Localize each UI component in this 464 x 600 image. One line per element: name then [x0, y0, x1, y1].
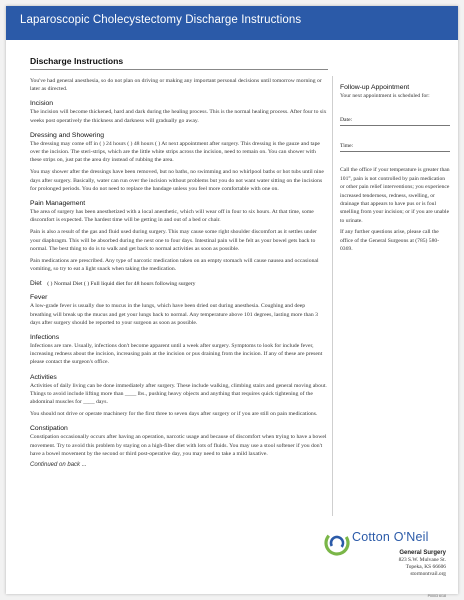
constipation-heading: Constipation [30, 425, 68, 433]
address-line-2: Topeka, KS 66606 [405, 564, 446, 570]
activities-text-2: You should not drive or operate machinery for the first three to seven days after surgery or if you are still on pain medications. [30, 411, 318, 418]
diet-line [30, 280, 328, 287]
constipation-text: Constipation occasionally occurs after having an operation, narcotic usage and because of discomfort when trying to have a bowel movement. Try to avoid this problem by staying on a high-fiber diet with lots of fluids. You may use a stool softener if you don't have a bowel movement by the second or third post-operative day, you may need to take a mild laxative. [30, 434, 327, 457]
pain-text-2: Pain is also a result of the gas and fluid used during surgery. This may cause some right shoulder discomfort as it settles under your diaphragm. This will be absorbed during the next one to four days. Intestinal pain will be felt as your bowel gets back to normal. The best thing to do is to walk and get back to normal activities as soon as possible. [30, 229, 317, 252]
address-line-1: 823 S.W. Mulvane St. [398, 557, 446, 563]
cotton-oneil-logo-icon [324, 530, 350, 556]
follow-up-sidebar [340, 84, 450, 256]
incision-heading: Incision [30, 100, 54, 108]
section-heading: Discharge Instructions [30, 56, 124, 66]
date-line [340, 125, 450, 126]
pain-text-3: Pain medications are prescribed. Any type of narcotic medication taken on an empty stomach will cause nausea and occasional vomiting, so try to eat a light snack when taking the medication. [30, 258, 319, 273]
dressing-text-2: You may shower after the dressings have been removed, but no baths, no swimming and no whirlpool baths or hot tubs until nine days after surgery. Basically, water can run over the incision without problems but you do not want water sitting on the incisions for prolonged periods. You do not need to replace the bandage unless you feel more comfortable with one on. [30, 169, 324, 192]
logo-wordmark: Cotton O'Neil [352, 530, 429, 544]
main-column [30, 56, 328, 468]
website: stormontvail.org [410, 571, 446, 577]
pain-text-1: The area of surgery has been anesthetized with a local anesthetic, which will wear off in four to six hours. At that time, some discomfort is expected. The hardest time will be getting in and out of a bed or chair. [30, 209, 314, 224]
diet-options: ( ) Normal Diet ( ) Full liquid diet for 48 hours following surgery [47, 281, 196, 288]
activities-heading: Activities [30, 373, 57, 381]
fever-heading: Fever [30, 294, 48, 302]
questions-text: If any further questions arise, please call the office of the General Surgeons at (785) 580-0369. [340, 229, 440, 253]
document-title: Laparoscopic Cholecystectomy Discharge Instructions [20, 14, 302, 26]
call-office-text: Call the office if your temperature is greater than 101°, pain is not controlled by pain medication or other pain relief interventions; you experience increased tenderness, redness, swelling, or drainage that appears to have pus or is foul smelling from your incision; or if you are unable to urinate. [340, 167, 450, 224]
date-label: Date: [340, 117, 353, 124]
dressing-heading: Dressing and Showering [30, 131, 105, 139]
follow-up-heading: Follow-up Appointment [340, 84, 410, 91]
fever-text: A low-grade fever is usually due to mucus in the lungs, which have been dried out during anesthesia. Coughing and deep breathing will break up the mucus and get your lungs back to normal. Any temperature above 101 degrees, lasting more than 3 days after surgery should be reported to your surgeon as soon as possible. [30, 303, 318, 326]
department-name: General Surgery [399, 550, 446, 556]
clinic-address [399, 550, 446, 578]
pain-heading: Pain Management [30, 200, 86, 208]
dressing-text-1: The dressing may come off in ( ) 24 hours ( ) 48 hours ( ) At next appointment after surgery. This dressing is the gauze and tape over the incision. The steri-strips, which are the little white strips across the incision, need to remain on. You can shower with these strips on, just pat the area dry instead of rubbing the area. [30, 140, 320, 164]
document-page [6, 6, 458, 598]
activities-text-1: Activities of daily living can be done immediately after surgery. These include walking, climbing stairs and general moving about. Things to avoid include lifting more than ____ lbs., pushing heavy objects and anything that requires quick tightening of the abdominal muscles for ____ days. [30, 382, 327, 406]
infections-heading: Infections [30, 334, 60, 342]
time-label: Time: [340, 143, 354, 150]
diet-label: Diet [30, 280, 42, 288]
incision-text: The incision will become thickened, hard and dark during the healing process. This is the normal healing process. After four to six weeks post operatively the thickness and darkness will gradually go away. [30, 109, 327, 124]
title-banner [6, 6, 458, 40]
column-divider [332, 76, 333, 516]
heading-divider [30, 69, 328, 70]
form-code: P0003 6/18 [427, 594, 446, 598]
scheduled-text: Your next appointment is scheduled for: [340, 93, 430, 99]
continued-note: Continued on back ... [30, 462, 87, 469]
footer-logo-block [324, 526, 454, 596]
intro-text: You've had general anesthesia, so do not plan on driving or making any important personal decisions until tomorrow morning or later as directed. [30, 78, 322, 93]
infections-text: Infections are rare. Usually, infections don't become apparent until a week after surgery. Symptoms to look for include fever, increasing redness about the incision, increasing pain at the incision or pus draining from the incision. If any of these are present please contact the surgeon's office. [30, 343, 323, 366]
